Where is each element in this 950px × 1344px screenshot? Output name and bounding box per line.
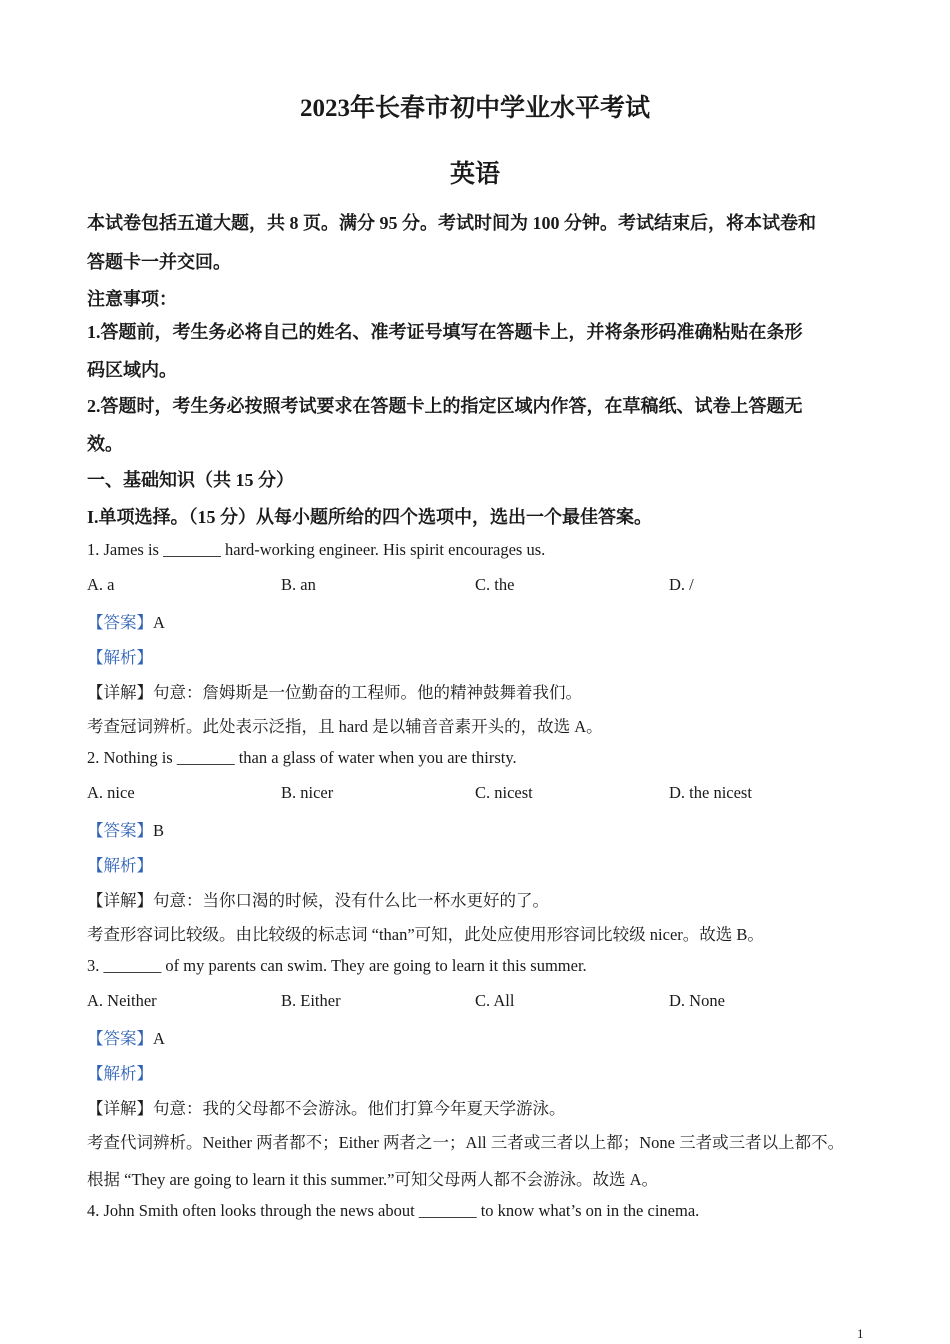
question-4-stem: 4. John Smith often looks through the news about _______ to know what’s on in the cinema. — [87, 1201, 700, 1220]
q1-option-b: B. an — [281, 575, 316, 594]
q2-detail-text: 句意：当你口渴的时候，没有什么比一杯水更好的了。 — [153, 891, 549, 910]
q2-option-c: C. nicest — [475, 783, 533, 802]
analysis-tag: 【解析】 — [87, 1064, 153, 1083]
detail-tag: 【详解】 — [87, 891, 153, 910]
note-line-2: 码区域内。 — [87, 360, 177, 380]
q1-detail-text: 句意：詹姆斯是一位勤奋的工程师。他的精神鼓舞着我们。 — [153, 683, 582, 702]
q3-answer-value: A — [153, 1029, 165, 1048]
note-line-3: 2.答题时，考生务必按照考试要求在答题卡上的指定区域内作答，在草稿纸、试卷上答题无 — [87, 396, 803, 416]
note-line-1: 1.答题前，考生务必将自己的姓名、准考证号填写在答题卡上，并将条形码准确粘贴在条形 — [87, 322, 803, 342]
q3-detail-text: 句意：我的父母都不会游泳。他们打算今年夏天学游泳。 — [153, 1099, 566, 1118]
q2-option-b: B. nicer — [281, 783, 334, 802]
subject-title: 英语 — [449, 161, 500, 188]
q1-option-d: D. / — [669, 575, 694, 594]
intro-line-2: 答题卡一并交回。 — [87, 252, 231, 272]
q1-detail — [87, 679, 582, 703]
detail-tag: 【详解】 — [87, 683, 153, 702]
q1-answer — [87, 609, 165, 633]
q2-explanation: 考查形容词比较级。由比较级的标志词 “than”可知，此处应使用形容词比较级 nicer。故选 B。 — [87, 925, 764, 944]
q3-option-c: C. All — [475, 991, 515, 1010]
q3-answer — [87, 1025, 165, 1049]
q2-option-d: D. the nicest — [669, 783, 752, 802]
q3-option-a: A. Neither — [87, 991, 157, 1010]
note-line-4: 效。 — [87, 434, 123, 454]
q2-answer — [87, 817, 164, 841]
q3-option-d: D. None — [669, 991, 725, 1010]
exam-title: 2023年长春市初中学业水平考试 — [299, 95, 650, 122]
question-3-stem: 3. _______ of my parents can swim. They are going to learn it this summer. — [87, 956, 587, 975]
q3-analysis — [87, 1060, 153, 1084]
q2-detail — [87, 887, 549, 911]
q1-option-c: C. the — [475, 575, 515, 594]
q3-explanation-2: 根据 “They are going to learn it this summer.”可知父母两人都不会游泳。故选 A。 — [87, 1170, 659, 1189]
q2-option-a: A. nice — [87, 783, 135, 802]
intro-line-1: 本试卷包括五道大题，共 8 页。满分 95 分。考试时间为 100 分钟。考试结束后，将本试卷和 — [87, 213, 816, 233]
q3-option-b: B. Either — [281, 991, 341, 1010]
part-heading: I.单项选择。（15 分）从每小题所给的四个选项中，选出一个最佳答案。 — [87, 507, 653, 527]
q3-explanation-1: 考查代词辨析。Neither 两者都不；Either 两者之一；All 三者或三者以上都；None 三者或三者以上都不。 — [87, 1133, 845, 1152]
analysis-tag: 【解析】 — [87, 856, 153, 875]
answer-tag: 【答案】 — [87, 1029, 153, 1048]
answer-tag: 【答案】 — [87, 613, 153, 632]
question-1-stem: 1. James is _______ hard-working engineer. His spirit encourages us. — [87, 540, 546, 559]
q1-analysis — [87, 644, 153, 668]
q1-explanation: 考查冠词辨析。此处表示泛指，且 hard 是以辅音音素开头的，故选 A。 — [87, 717, 603, 736]
q2-answer-value: B — [153, 821, 165, 840]
notes-heading: 注意事项： — [87, 289, 177, 309]
section-heading: 一、基础知识（共 15 分） — [87, 470, 294, 490]
question-2-stem: 2. Nothing is _______ than a glass of water when you are thirsty. — [87, 748, 517, 767]
q1-answer-value: A — [153, 613, 165, 632]
page-number: 1 — [857, 1326, 864, 1341]
detail-tag: 【详解】 — [87, 1099, 153, 1118]
answer-tag: 【答案】 — [87, 821, 153, 840]
q1-option-a: A. a — [87, 575, 115, 594]
q2-analysis — [87, 852, 153, 876]
q3-detail — [87, 1095, 566, 1119]
analysis-tag: 【解析】 — [87, 648, 153, 667]
